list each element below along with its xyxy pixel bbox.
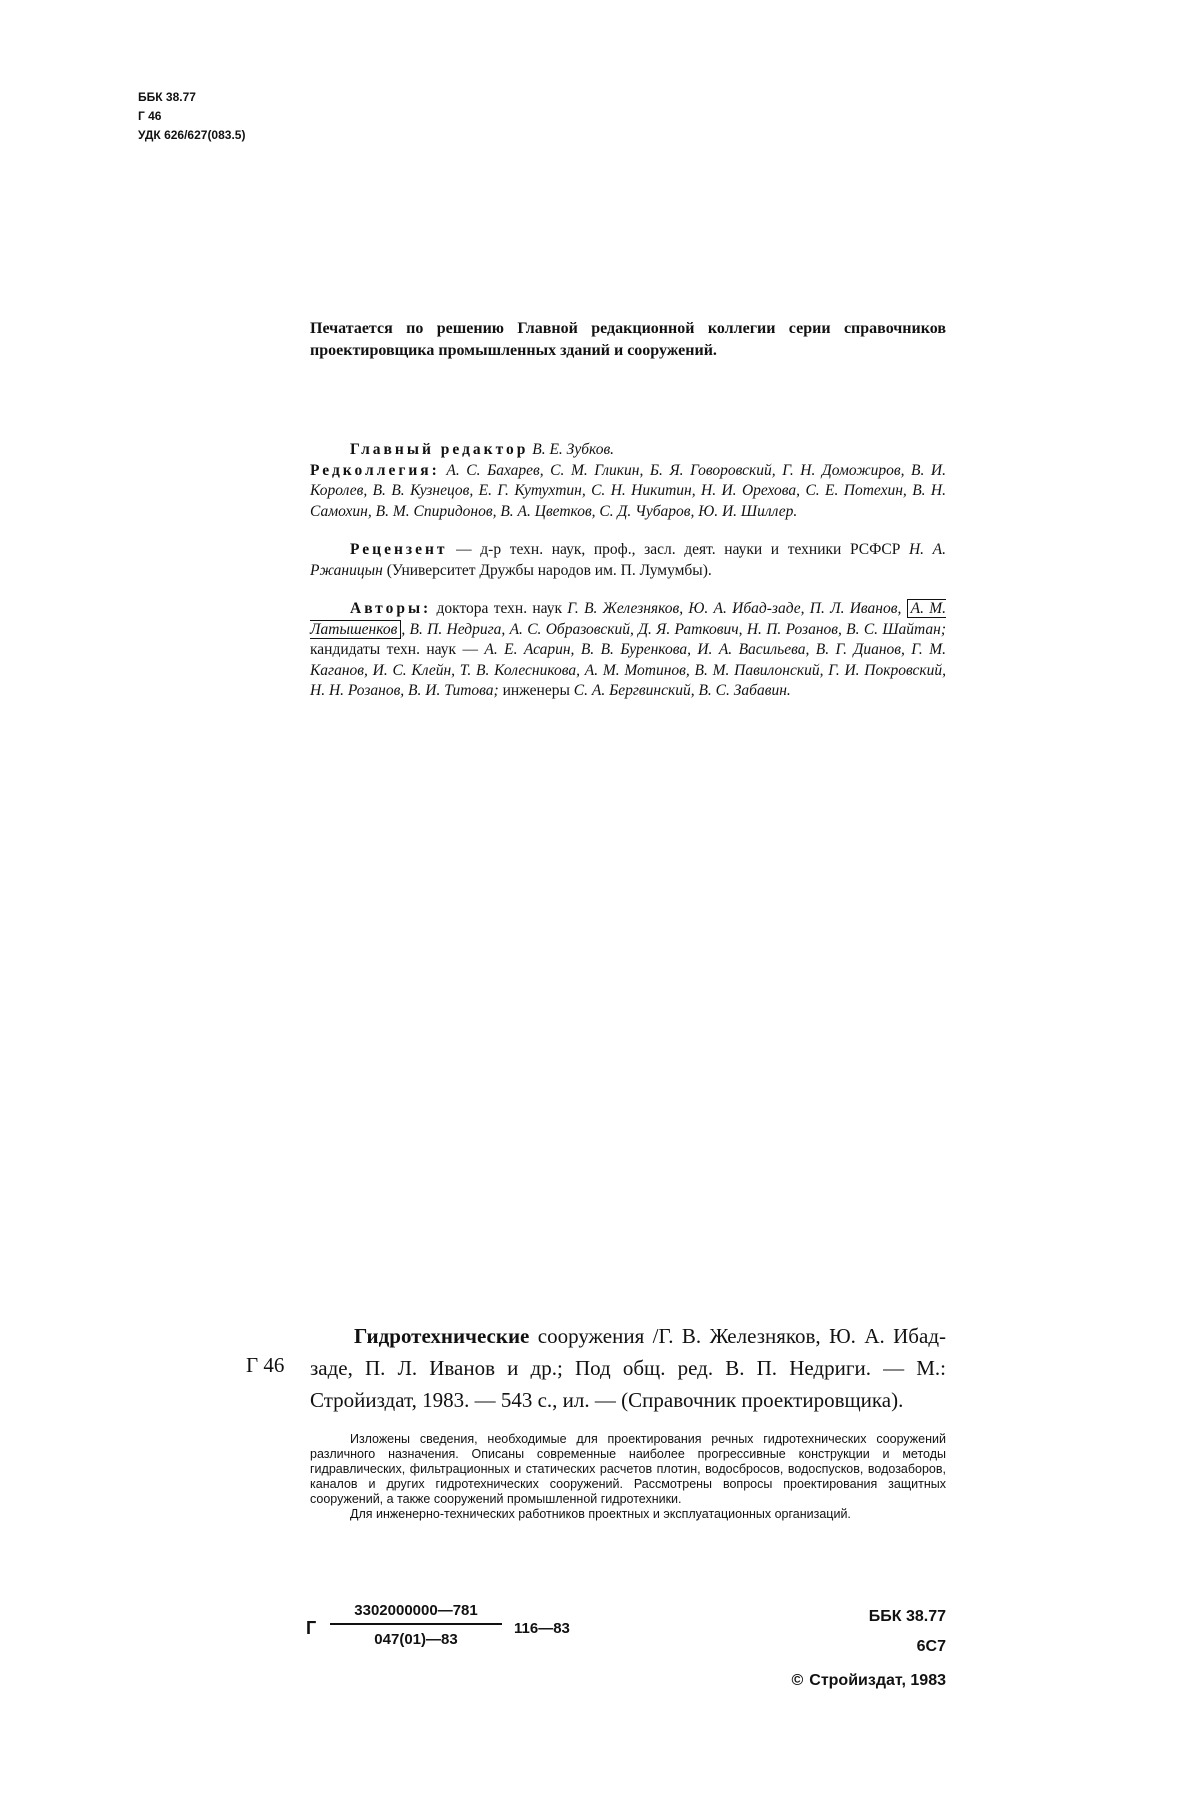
abstract — [310, 1432, 946, 1522]
editorial-board-label: Редколлегия: — [310, 461, 440, 479]
publication-decision: Печатается по решению Главной редакционной коллегии серии справочников проектировщика промышленных зданий и сооружений. — [310, 320, 946, 359]
reviewer-affiliation: (Университет Дружбы народов им. П. Лумумбы). — [386, 561, 712, 579]
doctors-list-2: , В. П. Недрига, А. С. Образовский, Д. Я. Раткович, Н. П. Розанов, В. С. Шайтан; — [401, 620, 946, 638]
reviewer-credentials: — д-р техн. наук, проф., засл. деят. науки и техники РСФСР — [456, 541, 901, 558]
authors-line — [310, 599, 946, 702]
doctors-list-1: Г. В. Железняков, Ю. А. Ибад-заде, П. Л. Иванов, — [567, 600, 902, 617]
classification-codes — [138, 88, 245, 145]
imprint-order: 116—83 — [514, 1620, 570, 1637]
catalog-index: Г 46 — [246, 1353, 285, 1377]
engineers-label: инженеры — [502, 682, 570, 699]
fraction-denominator: 047(01)—83 — [374, 1631, 458, 1648]
bbk-bottom-subcode: 6С7 — [916, 1638, 946, 1655]
copyright-line — [791, 1672, 946, 1690]
abstract-paragraph: Для инженерно-технических работников проектных и эксплуатационных организаций. — [350, 1507, 851, 1521]
catalog-description — [310, 1320, 946, 1416]
imprint-letter: Г — [306, 1618, 317, 1638]
catalog-details: сооружения /Г. В. Железняков, Ю. А. Ибад-заде, П. Л. Иванов и др.; Под общ. ред. В. П. Недриги. — М.: Стройиздат, 1983. — 543 с., ил. — (Справочник проектировщика). — [310, 1324, 946, 1412]
imprint-fraction — [330, 1602, 502, 1648]
authors-label: Авторы: — [350, 600, 432, 617]
author-mark: Г 46 — [138, 109, 162, 123]
imprint-block — [300, 1602, 946, 1712]
copyright-text: Стройиздат, 1983 — [809, 1672, 946, 1689]
reviewer-label: Рецензент — [350, 541, 448, 558]
credits-block — [310, 440, 946, 720]
engineers-list: С. А. Бергвинский, В. С. Забавин. — [573, 682, 791, 699]
bbk-bottom — [869, 1602, 946, 1662]
udk-code: УДК 626/627(083.5) — [138, 128, 246, 142]
editorial-board-names: А. С. Бахарев, С. М. Гликин, Б. Я. Говоровский, Г. Н. Доможиров, В. И. Королев, В. В. Кузнецов, Е. Г. Кутухтин, С. Н. Никитин, Н. И. Орехова, С. Е. Потехин, В. Н. Самохин, В. М. Спиридонов, В. А. Цветков, С. Д. Чубаров, Ю. И. Шиллер. — [310, 461, 946, 520]
bbk-code: ББК 38.77 — [138, 90, 196, 104]
chief-editor-name: В. Е. Зубков. — [532, 441, 615, 458]
fraction-numerator: 3302000000—781 — [330, 1602, 502, 1625]
abstract-paragraph: Изложены сведения, необходимые для проектирования речных гидротехнических сооружений различного назначения. Описаны современные наиболее прогрессивные конструкции и методы гидравлических, фильтрационных и статических расчетов плотин, водосбросов, водоспусков, водозаборов, каналов и других гидротехнических сооружений. Рассмотрены вопросы проектирования защитных сооружений, а также сооружений промышленной гидротехники. — [310, 1432, 946, 1506]
copyright-icon: © — [791, 1672, 804, 1689]
bbk-bottom-code: ББК 38.77 — [868, 1608, 946, 1625]
boxed-author: А. М. Латышенков — [310, 600, 947, 638]
catalog-card — [240, 1320, 946, 1522]
candidates-list: А. Е. Асарин, В. В. Буренкова, И. А. Васильева, В. Г. Дианов, Г. М. Каганов, И. С. Клейн, Т. В. Колесникова, А. М. Мотинов, В. М. Павилонский, Г. И. Покровский, Н. Н. Розанов, В. И. Титова; — [310, 641, 946, 699]
chief-editor-line — [310, 440, 946, 522]
reviewer-line — [310, 540, 946, 581]
doctors-label: доктора техн. наук — [436, 600, 562, 617]
reviewer-name: Н. А. Ржаницын — [310, 541, 946, 579]
chief-editor-label: Главный редактор — [350, 441, 529, 458]
catalog-entry — [240, 1320, 946, 1416]
candidates-label: кандидаты техн. наук — — [310, 641, 478, 658]
catalog-title: Гидротехнические — [354, 1324, 530, 1348]
